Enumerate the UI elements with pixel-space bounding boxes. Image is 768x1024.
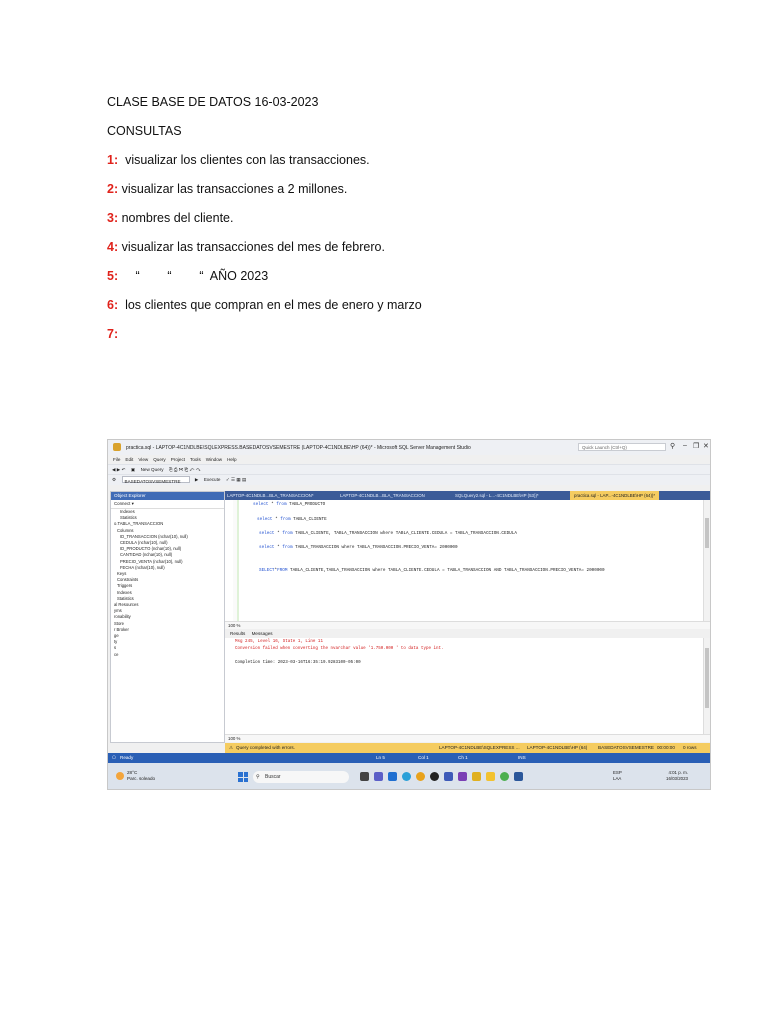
document-tabs xyxy=(225,491,710,500)
question-item xyxy=(107,179,707,208)
system-tray[interactable]: ESP LAA xyxy=(613,770,622,781)
question-text: “ “ “ AÑO 2023 xyxy=(118,269,269,283)
results-tab[interactable]: Results xyxy=(230,631,246,636)
vs-icon[interactable] xyxy=(458,772,467,781)
tree-node[interactable]: ge xyxy=(114,633,119,639)
tree-node[interactable]: Statistics xyxy=(117,595,134,601)
document-title: CLASE BASE DE DATOS 16-03-2023 xyxy=(107,95,319,109)
weather-icon xyxy=(116,772,124,780)
completion-time: Completion time: 2023-03-16T16:35:19.9283100-05:00 xyxy=(235,661,361,665)
status-ins: INS xyxy=(518,755,526,760)
warning-icon: ⚠ xyxy=(229,745,234,750)
menu-item[interactable]: Window xyxy=(205,457,223,462)
tree-node[interactable]: Columns xyxy=(117,527,134,533)
quick-launch-input[interactable]: Quick Launch (Ctrl+Q) xyxy=(578,443,666,451)
query-editor[interactable] xyxy=(225,500,703,621)
question-item xyxy=(107,266,707,295)
tab-3[interactable]: SQLQuery2.sql - L...-4C1NDLBE\HP (53))* xyxy=(455,493,539,498)
explorer-icon[interactable] xyxy=(486,772,495,781)
question-item xyxy=(107,208,707,237)
question-number: 2: xyxy=(107,182,119,196)
tree-node[interactable]: r Broker xyxy=(114,626,129,632)
restore-icon[interactable]: ❐ xyxy=(693,443,700,450)
word-icon[interactable] xyxy=(514,772,523,781)
toolbar-sql xyxy=(108,474,710,485)
menu-item[interactable]: Query xyxy=(153,457,166,462)
results-zoom[interactable]: 100 % xyxy=(225,734,710,742)
elapsed-time: 00:00:00 xyxy=(657,745,675,750)
error-line-2: Conversion failed when converting the nvarchar value '1.750.000 ' to data type int. xyxy=(235,647,444,651)
ssms-logo-icon xyxy=(113,443,121,451)
ssms-taskbar-icon[interactable] xyxy=(472,772,481,781)
execute-icon[interactable]: ▶ xyxy=(194,477,199,482)
code-line: select * from TABLA_TRANSACCION where TABLA_TRANSACCION.PRECIO_VENTA= 2000000 xyxy=(259,545,458,550)
teams-icon[interactable] xyxy=(374,772,383,781)
tree-node[interactable]: ID_PRODUCTO (nchar(10), null) xyxy=(120,546,182,552)
search-icon[interactable]: ⚲ xyxy=(670,443,676,450)
question-item xyxy=(107,324,707,353)
question-number: 5: xyxy=(107,269,119,283)
weather-widget[interactable]: 28°C Parc. soleado xyxy=(127,770,156,781)
menu-item[interactable]: View xyxy=(138,457,149,462)
question-item xyxy=(107,237,707,266)
code-line: select * from TABLA_PRODUCTO xyxy=(253,502,326,507)
obs-icon[interactable] xyxy=(430,772,439,781)
editor-scrollbar[interactable] xyxy=(703,500,711,621)
tree-node[interactable]: Indexes xyxy=(120,509,135,514)
tree-node[interactable]: CANTIDAD (nchar(10), null) xyxy=(120,552,173,558)
window-titlebar xyxy=(108,440,710,455)
menu-item[interactable]: Edit xyxy=(125,457,134,462)
chrome-icon[interactable] xyxy=(416,772,425,781)
check-icon[interactable]: ✓ ☰ ▦ ▤ xyxy=(225,477,247,482)
user-name: LAPTOP-4C1NDLBE\HP (64) xyxy=(527,745,588,750)
connect-button[interactable]: Connect ▾ xyxy=(114,501,134,506)
window-title: practica.sql - LAPTOP-4C1NDLBE\SQLEXPRESS.BASEDATOSVSEMESTRE (LAPTOP-4C1NDLBE\HP (64))* - Microsoft SQL Server Management Studio xyxy=(126,445,471,451)
status-ready: Ready xyxy=(120,755,134,760)
code-line: SELECT*FROM TABLA_CLIENTE,TABLA_TRANSACCION where TABLA_CLIENTE.CEDULA = TABLA_TRANSACCION AND TABLA_TRANSACCION.PRECIO_VENTA= 2000000 xyxy=(259,568,605,573)
tree-node[interactable]: CEDULA (nchar(10), null) xyxy=(120,540,168,546)
tree-node[interactable]: Indexes xyxy=(117,589,132,595)
tab-1[interactable]: LAPTOP-4C1NDLB...BLA_TRANSACCION* xyxy=(227,493,314,498)
tree-node[interactable]: ronability xyxy=(114,614,131,620)
mail-icon[interactable] xyxy=(388,772,397,781)
task-view-icon[interactable] xyxy=(360,772,369,781)
tree-node[interactable]: ID_TRANSACCION (nchar(10), null) xyxy=(120,533,188,539)
tree-node[interactable]: yms xyxy=(114,608,122,614)
windows-taskbar xyxy=(108,763,710,790)
menu-item[interactable]: Help xyxy=(227,457,237,462)
tree-node[interactable]: al Resources xyxy=(114,602,139,608)
question-number: 6: xyxy=(107,298,119,312)
status-bar xyxy=(108,753,710,763)
new-query-button[interactable]: New Query xyxy=(140,467,164,472)
result-tabs xyxy=(225,629,710,638)
tree-node[interactable]: Keys xyxy=(117,571,127,577)
question-number: 7: xyxy=(107,327,119,341)
tree-node[interactable]: Constraints xyxy=(117,577,139,583)
question-text: nombres del cliente. xyxy=(118,211,234,225)
question-text: los clientes que compran en el mes de enero y marzo xyxy=(118,298,422,312)
error-line-1: Msg 245, Level 16, State 1, Line 11 xyxy=(235,640,323,644)
messages-pane xyxy=(225,638,703,734)
question-number: 1: xyxy=(107,153,119,167)
question-text: visualizar los clientes con las transacciones. xyxy=(118,153,370,167)
status-ch: Ch 1 xyxy=(458,755,468,760)
tree-node[interactable]: ce xyxy=(114,651,119,657)
code-line: select * from TABLA_CLIENTE xyxy=(257,517,327,522)
tree-node[interactable]: s xyxy=(114,645,117,651)
search-icon: ⚲ xyxy=(256,774,260,780)
execute-button[interactable]: Execute xyxy=(203,477,221,482)
tree-node[interactable]: Store xyxy=(114,620,125,626)
status-line: Ln 5 xyxy=(376,755,385,760)
ssms-screenshot xyxy=(107,439,711,790)
new-query-icon[interactable]: ▣ xyxy=(130,467,136,472)
windows-start-icon[interactable] xyxy=(238,772,248,782)
menu-bar xyxy=(108,455,710,464)
object-explorer xyxy=(110,491,225,743)
results-scrollbar[interactable] xyxy=(703,638,711,734)
question-text: visualizar las transacciones del mes de febrero. xyxy=(118,240,385,254)
status-col: Col 1 xyxy=(418,755,429,760)
question-number: 4: xyxy=(107,240,119,254)
code-line: select * from TABLA_CLIENTE, TABLA_TRANSACCION where TABLA_CLIENTE.CEDULA = TABLA_TRANSACCION.CEDULA xyxy=(259,531,517,536)
database-select[interactable]: BASEDATOSVSEMESTRE xyxy=(122,476,190,483)
row-count: 0 rows xyxy=(683,745,697,750)
minimize-icon[interactable]: – xyxy=(683,442,687,449)
tab-practica-active[interactable]: practica.sql - LAP...-4C1NDLBE\HP (64))* xyxy=(570,491,659,500)
close-icon[interactable]: ✕ xyxy=(703,443,709,450)
store-icon[interactable] xyxy=(444,772,453,781)
object-explorer-header: Object Explorer xyxy=(111,492,224,500)
document-subtitle: CONSULTAS xyxy=(107,124,182,138)
question-text: visualizar las transacciones a 2 millones. xyxy=(118,182,348,196)
server-name: LAPTOP-4C1NDLBE\SQLEXPRESS ... xyxy=(439,745,520,750)
editor-zoom[interactable]: 100 % xyxy=(225,621,710,629)
menu-item[interactable]: Project xyxy=(170,457,186,462)
tree-node[interactable]: Statistics xyxy=(120,515,137,521)
question-number: 3: xyxy=(107,211,119,225)
ready-icon: ⎔ xyxy=(112,755,117,760)
messages-tab[interactable]: Messages xyxy=(251,631,273,636)
taskbar-search[interactable]: ⚲ Buscar xyxy=(253,771,349,783)
question-item xyxy=(107,295,707,324)
tree-node[interactable]: Triggers xyxy=(117,583,133,589)
toolbar-icons[interactable]: ⎘ ⎙ ✂ ⎗ ↶ ↷ xyxy=(168,467,201,472)
taskbar-clock[interactable]: 4:01 p. m. 16/03/2023 xyxy=(666,770,688,781)
question-item xyxy=(107,150,707,179)
query-status-bar xyxy=(225,743,710,753)
tree-node[interactable]: ty xyxy=(114,639,118,645)
edge-icon[interactable] xyxy=(402,772,411,781)
tree-node[interactable]: o.TABLA_TRANSACCION xyxy=(114,521,164,527)
connect-icon[interactable]: ⚙ xyxy=(112,477,117,482)
menu-item[interactable]: Tools xyxy=(190,457,201,462)
database-name: BASEDATOSVSEMESTRE xyxy=(598,745,654,750)
menu-item[interactable]: File xyxy=(113,457,121,462)
query-status: Query completed with errors. xyxy=(236,745,295,750)
nav-icons[interactable]: ◀ ▶ ↶ xyxy=(112,467,126,472)
tab-2[interactable]: LAPTOP-4C1NDLB...BLA_TRANSACCION xyxy=(340,493,425,498)
document-body xyxy=(107,92,707,353)
app-icon[interactable] xyxy=(500,772,509,781)
tree-node[interactable]: FECHA (nchar(10), null) xyxy=(120,564,165,570)
tree-node[interactable]: PRECIO_VENTA (nchar(10), null) xyxy=(120,558,183,564)
